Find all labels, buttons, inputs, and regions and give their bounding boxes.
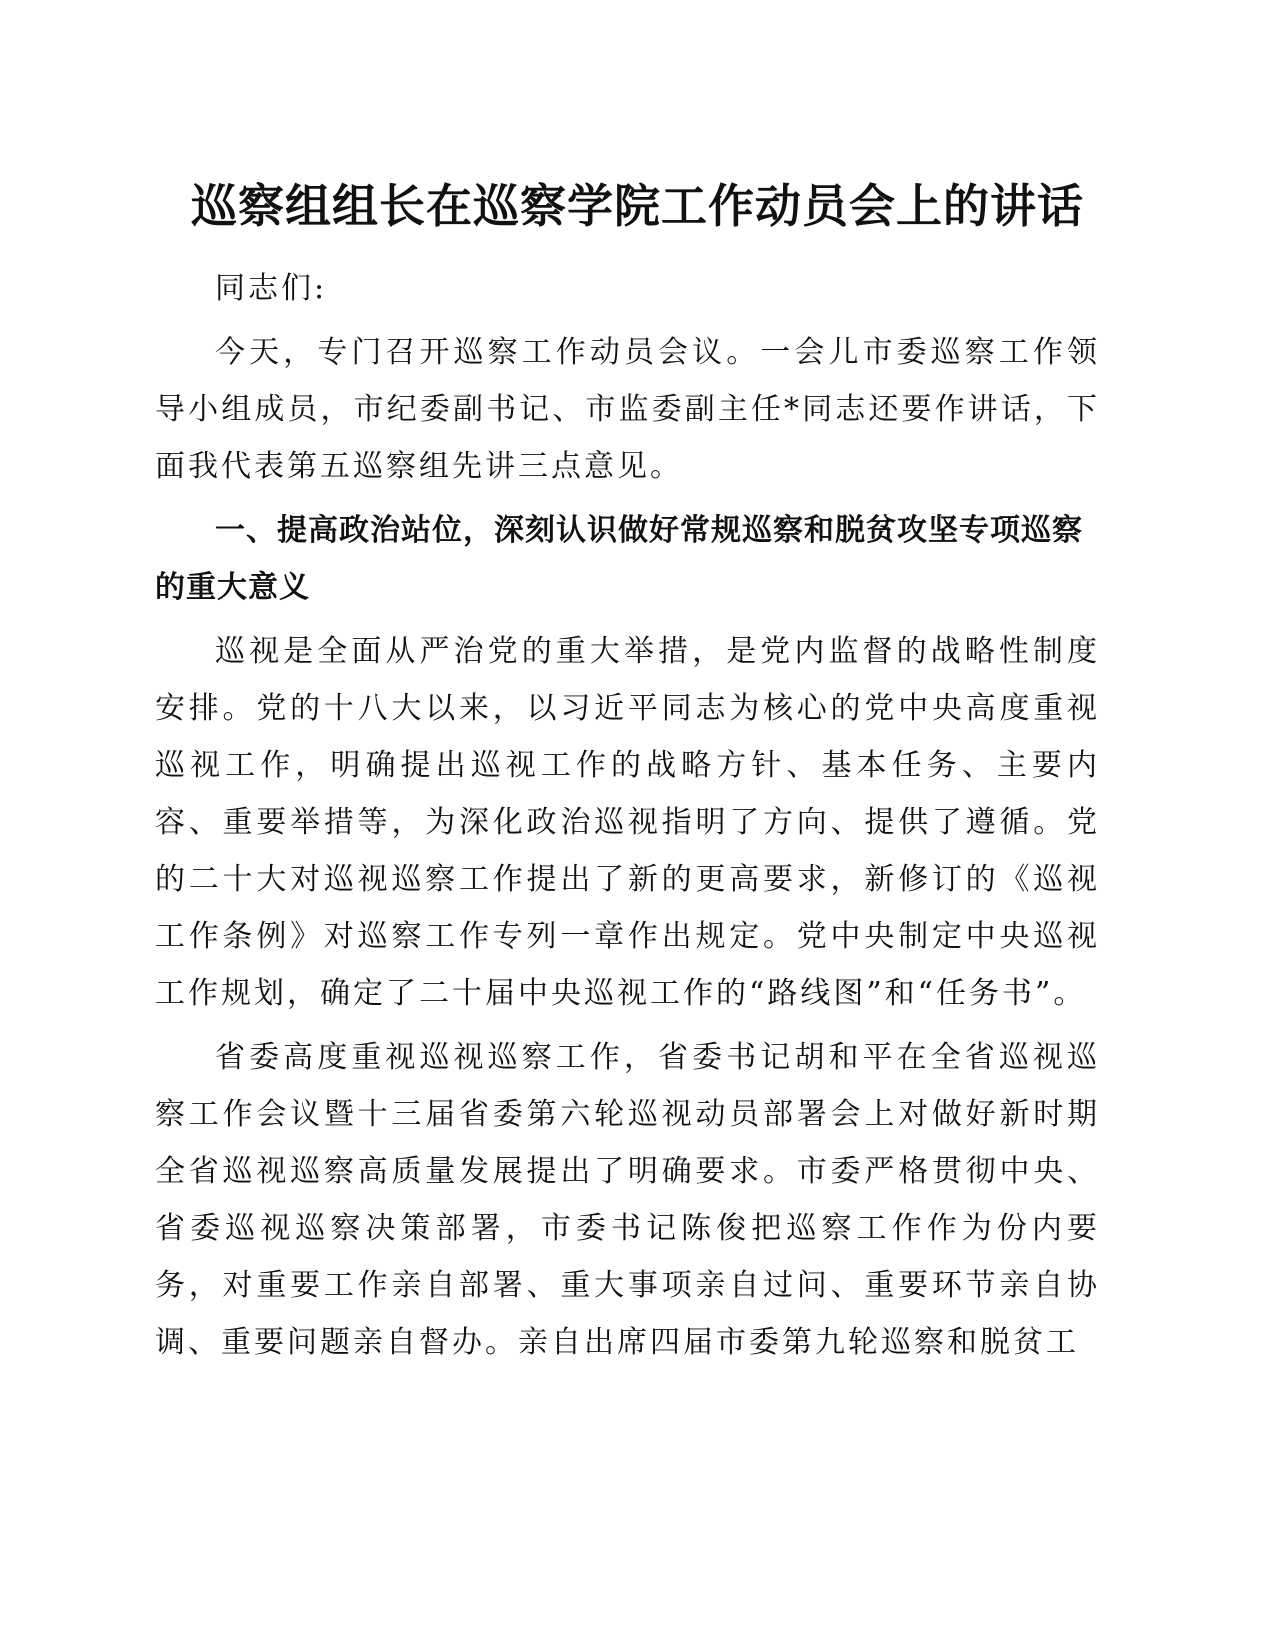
- section-heading-1: 一、提高政治站位，深刻认识做好常规巡察和脱贫攻坚专项巡察的重大意义: [155, 513, 1083, 605]
- document-title: 巡察组组长在巡察学院工作动员会上的讲话: [191, 179, 1084, 233]
- intro-paragraph: 今天，专门召开巡察工作动员会议。一会儿市委巡察工作领导小组成员，市纪委副书记、市监委副主任*同志还要作讲话，下面我代表第五巡察组先讲三点意见。: [155, 335, 1100, 484]
- greeting: 同志们:: [215, 271, 328, 306]
- document-body: [155, 260, 1100, 1371]
- body-paragraph-2: 省委高度重视巡视巡察工作，省委书记胡和平在全省巡视巡察工作会议暨十三届省委第六轮巡视动员部署会上对做好新时期全省巡视巡察高质量发展提出了明确要求。市委严格贯彻中央、省委巡视巡察决策部署，市委书记陈俊把巡察工作作为份内要务，对重要工作亲自部署、重大事项亲自过问、重要环节亲自协调、重要问题亲自督办。亲自出席四届市委第九轮巡察和脱贫工: [155, 1040, 1100, 1360]
- body-paragraph-1: 巡视是全面从严治党的重大举措，是党内监督的战略性制度安排。党的十八大以来，以习近平同志为核心的党中央高度重视巡视工作，明确提出巡视工作的战略方针、基本任务、主要内容、重要举措等，为深化政治巡视指明了方向、提供了遵循。党的二十大对巡视巡察工作提出了新的更高要求，新修订的《巡视工作条例》对巡察工作专列一章作出规定。党中央制定中央巡视工作规划，确定了二十届中央巡视工作的“路线图”和“任务书”。: [155, 634, 1100, 1011]
